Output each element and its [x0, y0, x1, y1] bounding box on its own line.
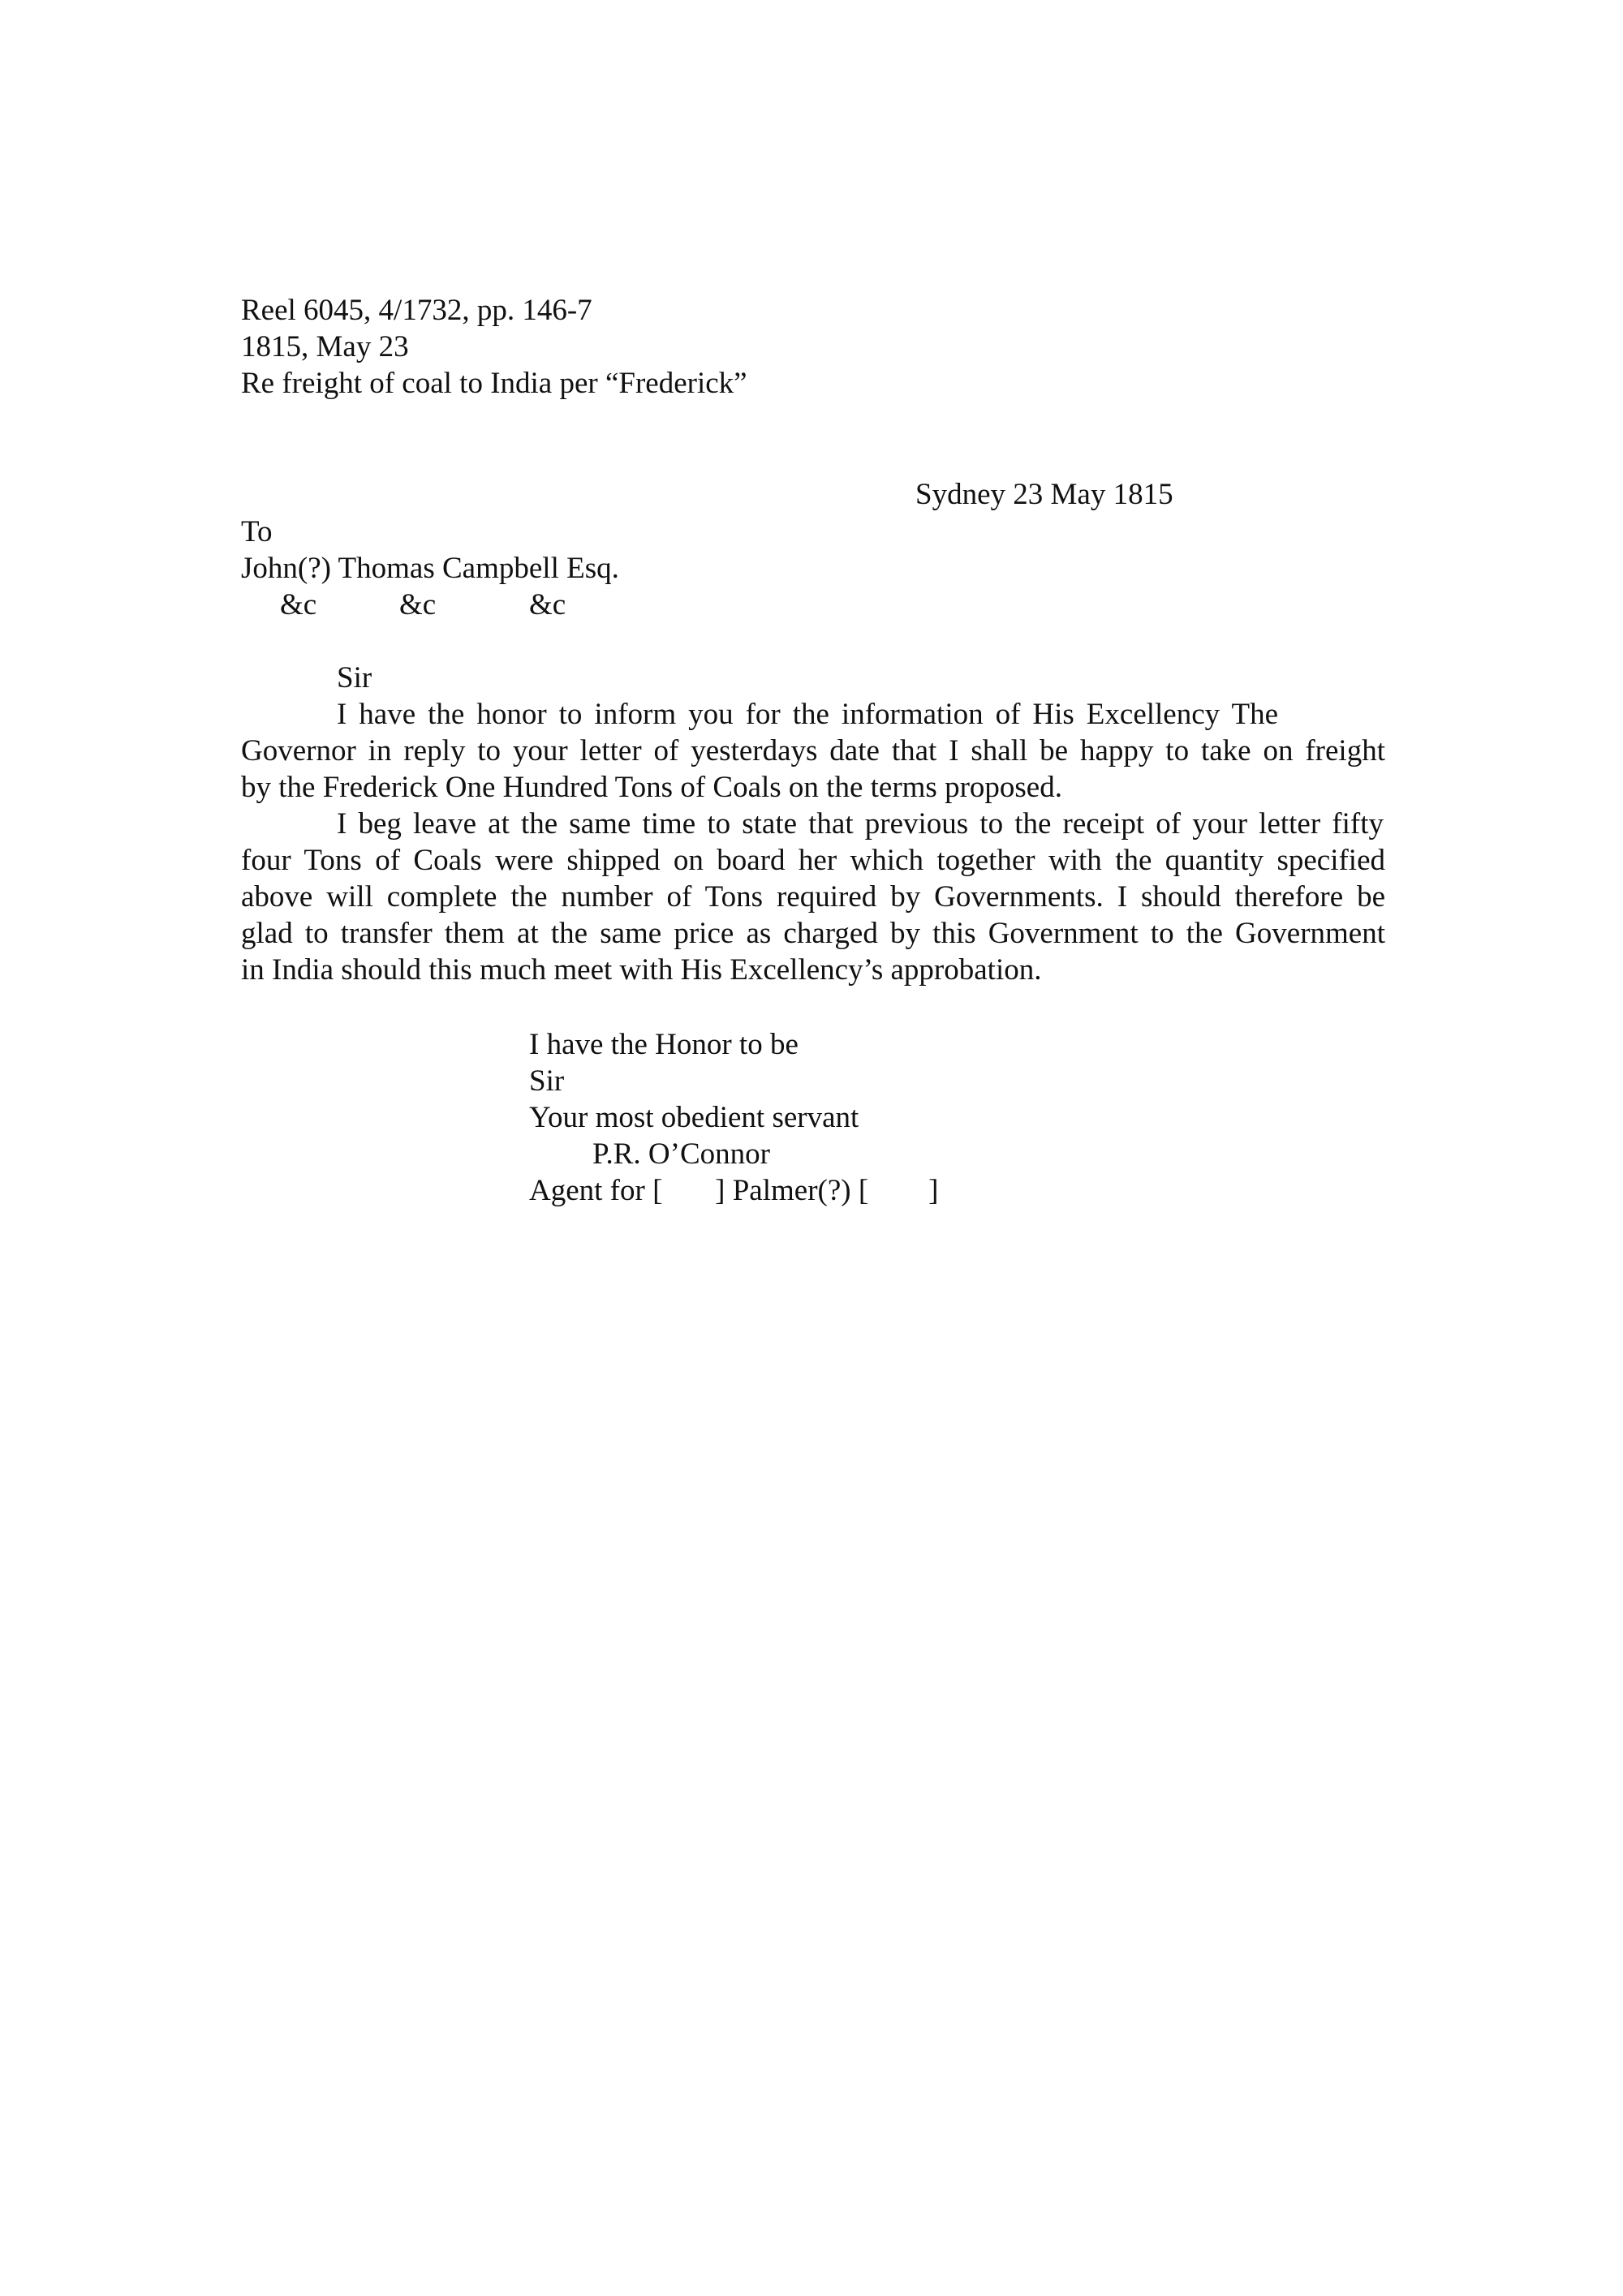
- paragraph2-line4: glad to transfer them at the same price as charged by this Government to the Government: [241, 917, 1385, 950]
- closing-line3: Your most obedient servant: [529, 1101, 859, 1134]
- paragraph2-line5: in India should this much meet with His Excellency’s approbation.: [241, 953, 1042, 987]
- paragraph1-line3: by the Frederick One Hundred Tons of Coals on the terms proposed.: [241, 771, 1062, 804]
- signature: P.R. O’Connor: [592, 1137, 770, 1171]
- etc-2: &c: [399, 588, 437, 621]
- date-line: 1815, May 23: [241, 330, 409, 363]
- closing-line2: Sir: [529, 1064, 565, 1098]
- reference-line: Reel 6045, 4/1732, pp. 146-7: [241, 294, 592, 327]
- agent-title: Agent for [ ] Palmer(?) [ ]: [529, 1174, 939, 1207]
- paragraph2-line2: four Tons of Coals were shipped on board her which together with the quantity specified: [241, 844, 1385, 877]
- paragraph1-line2: Governor in reply to your letter of yesterdays date that I shall be happy to take on freight: [241, 734, 1385, 767]
- paragraph2-line1: I beg leave at the same time to state that previous to the receipt of your letter fifty: [337, 807, 1384, 841]
- paragraph2-line3: above will complete the number of Tons required by Governments. I should therefore be: [241, 880, 1385, 914]
- etc-3: &c: [529, 588, 566, 621]
- salutation: Sir: [337, 661, 372, 694]
- paragraph1-line1: I have the honor to inform you for the information of His Excellency The: [337, 698, 1278, 731]
- subject-line: Re freight of coal to India per “Frederick”: [241, 367, 747, 400]
- to-label: To: [241, 515, 273, 548]
- closing-line1: I have the Honor to be: [529, 1028, 799, 1061]
- recipient-name: John(?) Thomas Campbell Esq.: [241, 552, 619, 585]
- place-date: Sydney 23 May 1815: [915, 478, 1173, 511]
- etc-1: &c: [280, 588, 317, 621]
